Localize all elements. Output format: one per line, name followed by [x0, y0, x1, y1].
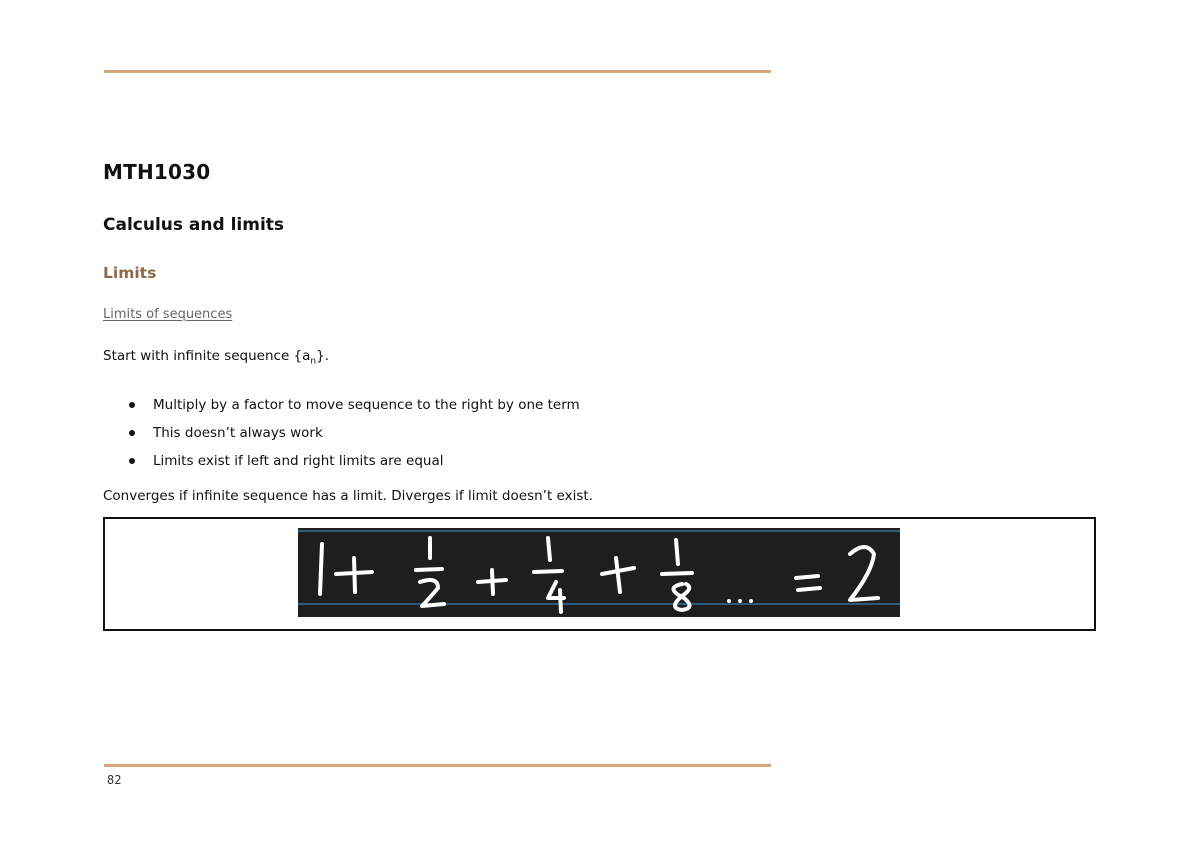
list-item	[125, 419, 580, 447]
bullet-icon	[129, 430, 135, 436]
subsection-heading: Limits of sequences	[103, 307, 233, 322]
handwritten-equation-image	[298, 528, 900, 617]
course-code-heading: MTH1030	[103, 160, 211, 184]
bullet-list	[125, 391, 580, 475]
intro-paragraph	[103, 348, 329, 367]
bullet-icon	[129, 402, 135, 408]
header-rule	[104, 70, 771, 73]
list-item	[125, 447, 580, 475]
intro-suffix: }.	[316, 348, 330, 364]
bullet-text: This doesn’t always work	[153, 425, 323, 441]
bullet-text: Multiply by a factor to move sequence to the right by one term	[153, 397, 580, 413]
intro-prefix: Start with infinite sequence {a	[103, 348, 311, 364]
summary-paragraph: Converges if infinite sequence has a limit. Diverges if limit doesn’t exist.	[103, 488, 593, 504]
bullet-text: Limits exist if left and right limits are equal	[153, 453, 444, 469]
footer-rule	[104, 764, 771, 767]
handwritten-equation-drawing	[298, 528, 900, 617]
list-item	[125, 391, 580, 419]
handwriting-figure-box	[103, 517, 1096, 631]
section-heading: Limits	[103, 264, 157, 282]
topic-heading: Calculus and limits	[103, 215, 285, 235]
intro-subscript: n	[310, 356, 317, 367]
page-number: 82	[107, 773, 122, 787]
bullet-icon	[129, 458, 135, 464]
